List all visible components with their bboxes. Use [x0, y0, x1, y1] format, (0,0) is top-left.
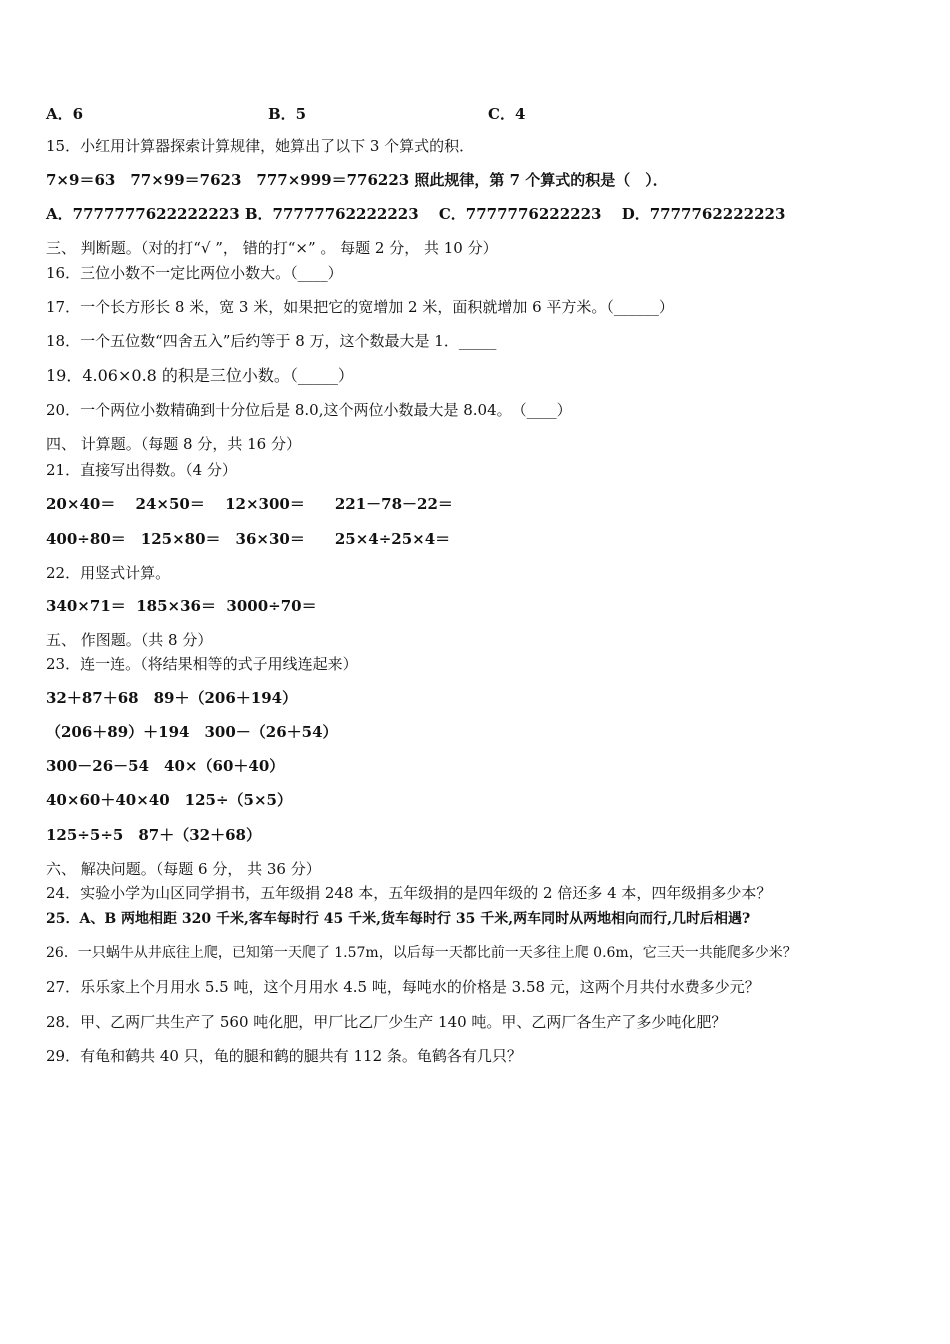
q23-row: 40×60＋40×40 125÷（5×5）: [46, 791, 292, 809]
q21-row2: 400÷80＝ 125×80＝ 36×30＝ 25×4÷25×4＝: [46, 530, 451, 548]
q16: 16．三位小数不一定比两位小数大。（____）: [46, 264, 343, 282]
q21: 21．直接写出得数。（4 分）: [46, 461, 237, 479]
q18: 18．一个五位数“四舍五入”后约等于 8 万，这个数最大是 1．_____: [46, 332, 497, 350]
q14-option-b: B．5: [268, 105, 307, 123]
q23-row: 125÷5÷5 87＋（32＋68）: [46, 826, 261, 844]
section3-heading: 三、 判断题。（对的打“√ ”， 错的打“×” 。 每题 2 分， 共 10 分）: [46, 239, 498, 257]
q23-row: 32＋87＋68 89＋（206＋194）: [46, 689, 298, 707]
section6-heading: 六、 解决问题。（每题 6 分， 共 36 分）: [46, 860, 321, 878]
q15-pattern: 7×9＝63 77×99＝7623 777×999＝776223 照此规律，第 7 个算式的积是（ ）．: [46, 171, 668, 189]
q24: 24．实验小学为山区同学捐书，五年级捐 248 本，五年级捐的是四年级的 2 倍还多 4 本，四年级捐多少本？: [46, 884, 772, 902]
section5-heading: 五、 作图题。（共 8 分）: [46, 631, 213, 649]
q29: 29．有龟和鹤共 40 只，龟的腿和鹤的腿共有 112 条。龟鹤各有几只？: [46, 1047, 522, 1065]
q23-row: （206＋89）＋194 300－（26＋54）: [46, 723, 338, 741]
q19: 19．4.06×0.8 的积是三位小数。（_____）: [46, 366, 354, 385]
q17: 17．一个长方形长 8 米，宽 3 米，如果把它的宽增加 2 米，面积就增加 6 平方米。（______）: [46, 298, 674, 316]
q15-stem: 15．小红用计算器探索计算规律，她算出了以下 3 个算式的积．: [46, 137, 475, 155]
section4-heading: 四、 计算题。（每题 8 分，共 16 分）: [46, 435, 301, 453]
q21-row1: 20×40＝ 24×50＝ 12×300＝ 221－78－22＝: [46, 495, 453, 513]
q22: 22．用竖式计算。: [46, 564, 171, 582]
q20: 20．一个两位小数精确到十分位后是 8.0,这个两位小数最大是 8.04。 （____）: [46, 401, 572, 419]
q14-option-a: A．6: [46, 105, 84, 123]
q25: 25．A、B 两地相距 320 千米,客车每时行 45 千米,货车每时行 35 千米,两车同时从两地相向而行,几时后相遇?: [46, 911, 751, 927]
q28: 28．甲、乙两厂共生产了 560 吨化肥，甲厂比乙厂少生产 140 吨。甲、乙两厂各生产了多少吨化肥？: [46, 1013, 727, 1031]
q23-row: 300－26－54 40×（60＋40）: [46, 757, 285, 775]
q15-options: A．7777777622222223 B．77777762222223 C．7777776222223 D．7777762222223: [46, 205, 786, 223]
q26: 26．一只蜗牛从井底往上爬，已知第一天爬了 1.57m，以后每一天都比前一天多往上爬 0.6m，它三天一共能爬多少米？: [46, 945, 797, 961]
q23: 23．连一连。（将结果相等的式子用线连起来）: [46, 655, 358, 673]
q14-option-c: C．4: [488, 105, 526, 123]
q22-row: 340×71＝ 185×36＝ 3000÷70＝: [46, 597, 317, 615]
q27: 27．乐乐家上个月用水 5.5 吨，这个月用水 4.5 吨，每吨水的价格是 3.58 元，这两个月共付水费多少元？: [46, 978, 760, 996]
